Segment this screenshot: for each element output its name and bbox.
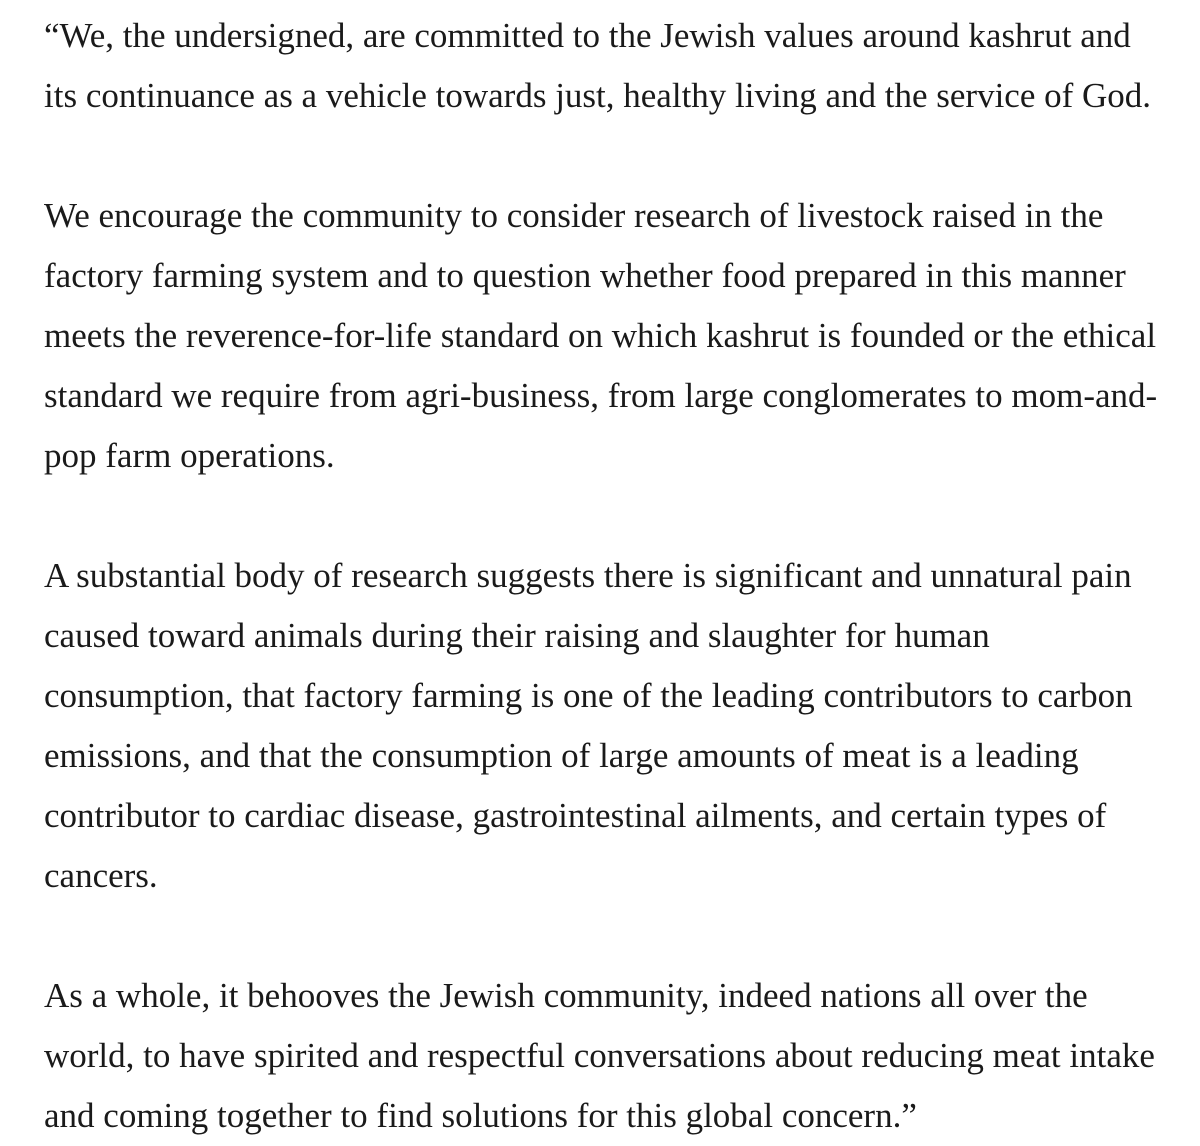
paragraph-1	[44, 6, 1174, 126]
paragraph-line: pop farm operations.	[44, 436, 335, 475]
paragraph-line: consumption, that factory farming is one of the leading contributors to carbon	[44, 676, 1133, 715]
paragraph-line: world, to have spirited and respectful conversations about reducing meat intake	[44, 1036, 1155, 1075]
paragraph-line: its continuance as a vehicle towards just, healthy living and the service of God.	[44, 76, 1152, 115]
article-body	[44, 6, 1174, 1146]
paragraph-line: A substantial body of research suggests there is significant and unnatural pain	[44, 556, 1132, 595]
paragraph-line: factory farming system and to question whether food prepared in this manner	[44, 256, 1126, 295]
paragraph-line: meets the reverence-for-life standard on which kashrut is founded or the ethical	[44, 316, 1157, 355]
paragraph-line: cancers.	[44, 856, 158, 895]
paragraph-line: We encourage the community to consider research of livestock raised in the	[44, 196, 1104, 235]
paragraph-line: caused toward animals during their raising and slaughter for human	[44, 616, 990, 655]
paragraph-3	[44, 546, 1174, 906]
paragraph-line: contributor to cardiac disease, gastrointestinal ailments, and certain types of	[44, 796, 1107, 835]
paragraph-4	[44, 966, 1174, 1146]
paragraph-2	[44, 186, 1174, 486]
paragraph-line: standard we require from agri-business, from large conglomerates to mom-and-	[44, 376, 1158, 415]
paragraph-line: As a whole, it behooves the Jewish community, indeed nations all over the	[44, 976, 1088, 1015]
paragraph-line: “We, the undersigned, are committed to the Jewish values around kashrut and	[44, 16, 1131, 55]
paragraph-line: and coming together to find solutions for this global concern.”	[44, 1096, 917, 1135]
paragraph-line: emissions, and that the consumption of large amounts of meat is a leading	[44, 736, 1079, 775]
